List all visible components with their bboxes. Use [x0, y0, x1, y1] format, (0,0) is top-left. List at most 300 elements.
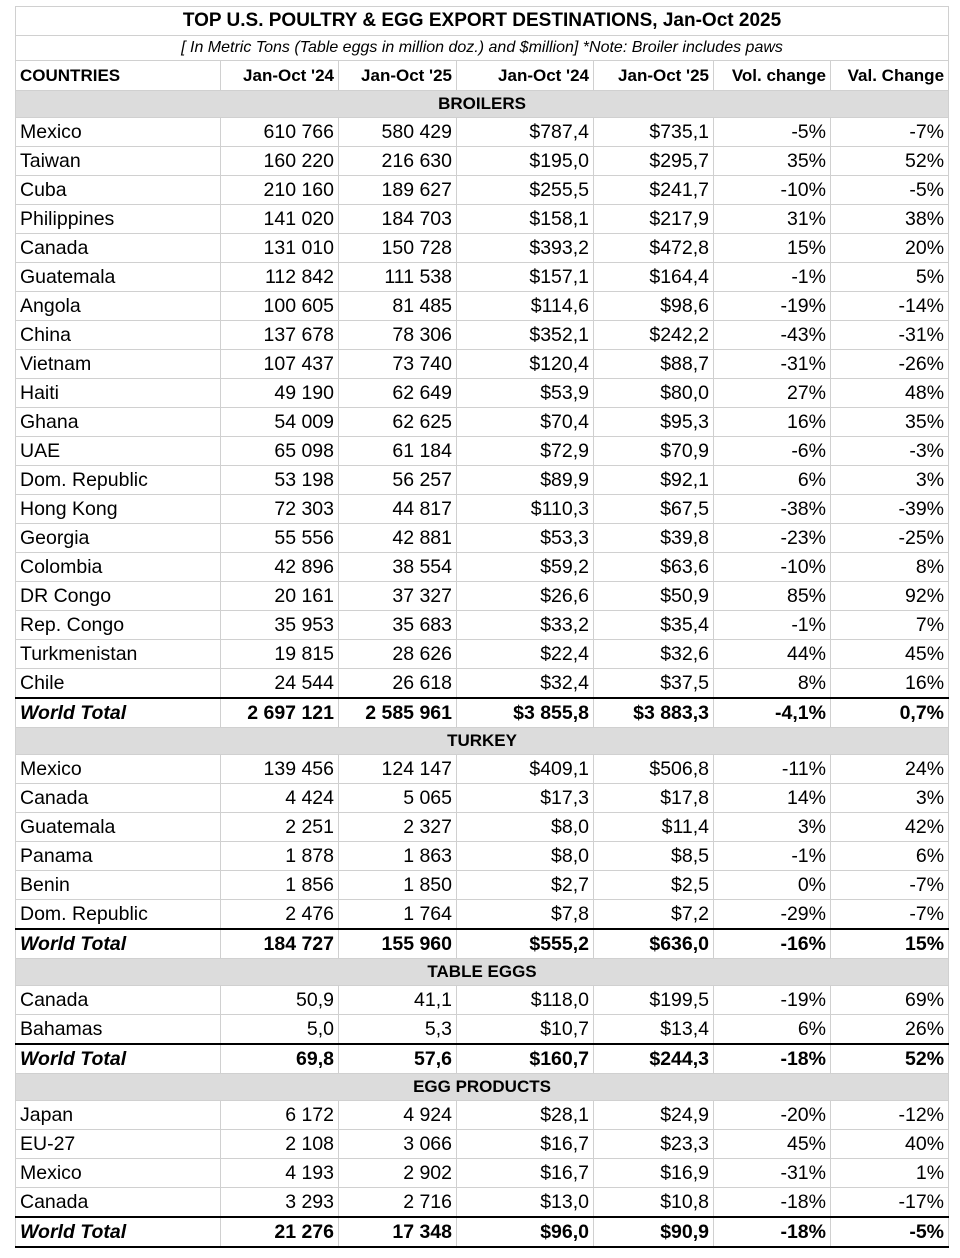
value-2025-cell: $7,2: [594, 900, 714, 930]
country-cell: Mexico: [16, 755, 221, 784]
table-title: TOP U.S. POULTRY & EGG EXPORT DESTINATIONS, Jan-Oct 2025: [16, 7, 949, 36]
val-change-cell: -14%: [831, 292, 949, 321]
column-header-value-2025: Jan-Oct '25: [594, 61, 714, 91]
table-row: [16, 986, 949, 1015]
vol-change-cell: 35%: [714, 147, 831, 176]
total-volume-2025-cell: 2 585 961: [339, 698, 457, 728]
volume-2025-cell: 44 817: [339, 495, 457, 524]
country-cell: Taiwan: [16, 147, 221, 176]
value-2025-cell: $63,6: [594, 553, 714, 582]
world-total-label: World Total: [16, 698, 221, 728]
val-change-cell: 26%: [831, 1015, 949, 1045]
volume-2025-cell: 1 764: [339, 900, 457, 930]
value-2024-cell: $393,2: [457, 234, 594, 263]
volume-2025-cell: 62 625: [339, 408, 457, 437]
vol-change-cell: -31%: [714, 350, 831, 379]
value-2024-cell: $352,1: [457, 321, 594, 350]
val-change-cell: 35%: [831, 408, 949, 437]
volume-2025-cell: 81 485: [339, 292, 457, 321]
country-cell: EU-27: [16, 1130, 221, 1159]
value-2024-cell: $118,0: [457, 986, 594, 1015]
val-change-cell: 40%: [831, 1130, 949, 1159]
vol-change-cell: 44%: [714, 640, 831, 669]
value-2025-cell: $88,7: [594, 350, 714, 379]
value-2025-cell: $295,7: [594, 147, 714, 176]
vol-change-cell: 0%: [714, 871, 831, 900]
val-change-cell: -3%: [831, 437, 949, 466]
val-change-cell: -39%: [831, 495, 949, 524]
val-change-cell: 5%: [831, 263, 949, 292]
table-row: [16, 1015, 949, 1045]
vol-change-cell: 6%: [714, 1015, 831, 1045]
country-cell: Mexico: [16, 1159, 221, 1188]
val-change-cell: 24%: [831, 755, 949, 784]
table-row: [16, 755, 949, 784]
vol-change-cell: 16%: [714, 408, 831, 437]
volume-2025-cell: 42 881: [339, 524, 457, 553]
volume-2025-cell: 2 327: [339, 813, 457, 842]
table-row: [16, 813, 949, 842]
volume-2024-cell: 72 303: [221, 495, 339, 524]
title-row: [16, 7, 949, 36]
country-cell: Bahamas: [16, 1015, 221, 1045]
volume-2024-cell: 19 815: [221, 640, 339, 669]
note-row: [16, 36, 949, 61]
total-volume-2024-cell: 21 276: [221, 1217, 339, 1247]
val-change-cell: -25%: [831, 524, 949, 553]
value-2025-cell: $242,2: [594, 321, 714, 350]
volume-2025-cell: 4 924: [339, 1101, 457, 1130]
value-2025-cell: $37,5: [594, 669, 714, 699]
table-row: [16, 495, 949, 524]
total-volume-2024-cell: 184 727: [221, 929, 339, 959]
val-change-cell: 52%: [831, 147, 949, 176]
volume-2025-cell: 37 327: [339, 582, 457, 611]
value-2025-cell: $217,9: [594, 205, 714, 234]
column-header-vol-change: Vol. change: [714, 61, 831, 91]
val-change-cell: 42%: [831, 813, 949, 842]
country-cell: Japan: [16, 1101, 221, 1130]
vol-change-cell: -6%: [714, 437, 831, 466]
val-change-cell: -7%: [831, 871, 949, 900]
export-table-sheet: [15, 6, 948, 1248]
total-value-2025-cell: $244,3: [594, 1044, 714, 1074]
total-vol-change-cell: -18%: [714, 1044, 831, 1074]
volume-2024-cell: 137 678: [221, 321, 339, 350]
value-2024-cell: $120,4: [457, 350, 594, 379]
country-cell: Cuba: [16, 176, 221, 205]
total-vol-change-cell: -18%: [714, 1217, 831, 1247]
value-2025-cell: $92,1: [594, 466, 714, 495]
country-cell: Hong Kong: [16, 495, 221, 524]
vol-change-cell: -1%: [714, 842, 831, 871]
world-total-row: [16, 1217, 949, 1247]
volume-2024-cell: 49 190: [221, 379, 339, 408]
volume-2024-cell: 2 108: [221, 1130, 339, 1159]
volume-2024-cell: 210 160: [221, 176, 339, 205]
val-change-cell: 20%: [831, 234, 949, 263]
country-cell: Ghana: [16, 408, 221, 437]
value-2024-cell: $787,4: [457, 118, 594, 147]
value-2025-cell: $10,8: [594, 1188, 714, 1218]
table-row: [16, 292, 949, 321]
vol-change-cell: -29%: [714, 900, 831, 930]
section-title: TURKEY: [16, 728, 949, 755]
total-value-2024-cell: $555,2: [457, 929, 594, 959]
value-2024-cell: $89,9: [457, 466, 594, 495]
table-row: [16, 321, 949, 350]
vol-change-cell: -1%: [714, 611, 831, 640]
total-val-change-cell: -5%: [831, 1217, 949, 1247]
value-2025-cell: $32,6: [594, 640, 714, 669]
val-change-cell: 92%: [831, 582, 949, 611]
value-2025-cell: $95,3: [594, 408, 714, 437]
volume-2025-cell: 5 065: [339, 784, 457, 813]
volume-2024-cell: 3 293: [221, 1188, 339, 1218]
value-2025-cell: $80,0: [594, 379, 714, 408]
vol-change-cell: -18%: [714, 1188, 831, 1218]
volume-2025-cell: 580 429: [339, 118, 457, 147]
world-total-row: [16, 1044, 949, 1074]
vol-change-cell: -10%: [714, 176, 831, 205]
table-row: [16, 1188, 949, 1218]
column-header-countries: COUNTRIES: [16, 61, 221, 91]
value-2025-cell: $70,9: [594, 437, 714, 466]
volume-2025-cell: 28 626: [339, 640, 457, 669]
world-total-label: World Total: [16, 929, 221, 959]
table-row: [16, 437, 949, 466]
value-2024-cell: $26,6: [457, 582, 594, 611]
country-cell: Guatemala: [16, 263, 221, 292]
vol-change-cell: -43%: [714, 321, 831, 350]
country-cell: Panama: [16, 842, 221, 871]
volume-2024-cell: 139 456: [221, 755, 339, 784]
world-total-row: [16, 929, 949, 959]
country-cell: Canada: [16, 234, 221, 263]
table-row: [16, 234, 949, 263]
val-change-cell: 6%: [831, 842, 949, 871]
total-volume-2024-cell: 69,8: [221, 1044, 339, 1074]
val-change-cell: 45%: [831, 640, 949, 669]
value-2025-cell: $35,4: [594, 611, 714, 640]
value-2024-cell: $110,3: [457, 495, 594, 524]
val-change-cell: -12%: [831, 1101, 949, 1130]
volume-2025-cell: 2 902: [339, 1159, 457, 1188]
val-change-cell: 1%: [831, 1159, 949, 1188]
val-change-cell: 3%: [831, 466, 949, 495]
country-cell: Dom. Republic: [16, 900, 221, 930]
volume-2024-cell: 24 544: [221, 669, 339, 699]
value-2024-cell: $157,1: [457, 263, 594, 292]
table-row: [16, 350, 949, 379]
val-change-cell: 8%: [831, 553, 949, 582]
header-row: [16, 61, 949, 91]
country-cell: Benin: [16, 871, 221, 900]
volume-2024-cell: 50,9: [221, 986, 339, 1015]
value-2024-cell: $53,3: [457, 524, 594, 553]
volume-2025-cell: 56 257: [339, 466, 457, 495]
vol-change-cell: 6%: [714, 466, 831, 495]
country-cell: Vietnam: [16, 350, 221, 379]
value-2024-cell: $255,5: [457, 176, 594, 205]
value-2025-cell: $17,8: [594, 784, 714, 813]
table-row: [16, 582, 949, 611]
value-2025-cell: $164,4: [594, 263, 714, 292]
value-2025-cell: $2,5: [594, 871, 714, 900]
value-2025-cell: $16,9: [594, 1159, 714, 1188]
volume-2024-cell: 107 437: [221, 350, 339, 379]
country-cell: Georgia: [16, 524, 221, 553]
country-cell: Colombia: [16, 553, 221, 582]
country-cell: Chile: [16, 669, 221, 699]
value-2024-cell: $8,0: [457, 842, 594, 871]
volume-2025-cell: 189 627: [339, 176, 457, 205]
column-header-volume-2025: Jan-Oct '25: [339, 61, 457, 91]
volume-2025-cell: 78 306: [339, 321, 457, 350]
volume-2024-cell: 42 896: [221, 553, 339, 582]
volume-2025-cell: 184 703: [339, 205, 457, 234]
table-row: [16, 871, 949, 900]
val-change-cell: 69%: [831, 986, 949, 1015]
volume-2024-cell: 20 161: [221, 582, 339, 611]
value-2024-cell: $158,1: [457, 205, 594, 234]
volume-2025-cell: 73 740: [339, 350, 457, 379]
country-cell: China: [16, 321, 221, 350]
vol-change-cell: -23%: [714, 524, 831, 553]
section-header-row: [16, 1074, 949, 1101]
total-vol-change-cell: -4,1%: [714, 698, 831, 728]
volume-2025-cell: 150 728: [339, 234, 457, 263]
volume-2024-cell: 5,0: [221, 1015, 339, 1045]
table-row: [16, 408, 949, 437]
country-cell: Canada: [16, 1188, 221, 1218]
volume-2024-cell: 53 198: [221, 466, 339, 495]
value-2024-cell: $70,4: [457, 408, 594, 437]
value-2025-cell: $39,8: [594, 524, 714, 553]
value-2024-cell: $22,4: [457, 640, 594, 669]
total-volume-2025-cell: 155 960: [339, 929, 457, 959]
country-cell: DR Congo: [16, 582, 221, 611]
table-note: [ In Metric Tons (Table eggs in million doz.) and $million] *Note: Broiler includes paws: [16, 36, 949, 61]
value-2024-cell: $53,9: [457, 379, 594, 408]
vol-change-cell: 8%: [714, 669, 831, 699]
table-row: [16, 1159, 949, 1188]
table-row: [16, 379, 949, 408]
section-title: EGG PRODUCTS: [16, 1074, 949, 1101]
value-2025-cell: $98,6: [594, 292, 714, 321]
value-2025-cell: $8,5: [594, 842, 714, 871]
volume-2024-cell: 65 098: [221, 437, 339, 466]
volume-2024-cell: 112 842: [221, 263, 339, 292]
table-row: [16, 118, 949, 147]
total-value-2024-cell: $160,7: [457, 1044, 594, 1074]
value-2024-cell: $195,0: [457, 147, 594, 176]
total-vol-change-cell: -16%: [714, 929, 831, 959]
total-value-2025-cell: $90,9: [594, 1217, 714, 1247]
value-2025-cell: $472,8: [594, 234, 714, 263]
vol-change-cell: -10%: [714, 553, 831, 582]
country-cell: Canada: [16, 784, 221, 813]
volume-2025-cell: 61 184: [339, 437, 457, 466]
vol-change-cell: -31%: [714, 1159, 831, 1188]
value-2024-cell: $32,4: [457, 669, 594, 699]
vol-change-cell: -20%: [714, 1101, 831, 1130]
country-cell: Philippines: [16, 205, 221, 234]
val-change-cell: -7%: [831, 118, 949, 147]
country-cell: Guatemala: [16, 813, 221, 842]
value-2024-cell: $33,2: [457, 611, 594, 640]
section-header-row: [16, 959, 949, 986]
volume-2024-cell: 141 020: [221, 205, 339, 234]
volume-2024-cell: 160 220: [221, 147, 339, 176]
val-change-cell: -7%: [831, 900, 949, 930]
vol-change-cell: 27%: [714, 379, 831, 408]
value-2025-cell: $13,4: [594, 1015, 714, 1045]
table-row: [16, 176, 949, 205]
value-2024-cell: $17,3: [457, 784, 594, 813]
val-change-cell: -31%: [831, 321, 949, 350]
country-cell: Rep. Congo: [16, 611, 221, 640]
table-row: [16, 1130, 949, 1159]
export-table: [15, 6, 949, 1248]
country-cell: Dom. Republic: [16, 466, 221, 495]
volume-2025-cell: 26 618: [339, 669, 457, 699]
value-2024-cell: $10,7: [457, 1015, 594, 1045]
volume-2024-cell: 1 856: [221, 871, 339, 900]
val-change-cell: -26%: [831, 350, 949, 379]
volume-2024-cell: 4 424: [221, 784, 339, 813]
table-row: [16, 466, 949, 495]
country-cell: Haiti: [16, 379, 221, 408]
value-2024-cell: $72,9: [457, 437, 594, 466]
total-volume-2024-cell: 2 697 121: [221, 698, 339, 728]
value-2025-cell: $50,9: [594, 582, 714, 611]
column-header-volume-2024: Jan-Oct '24: [221, 61, 339, 91]
volume-2024-cell: 131 010: [221, 234, 339, 263]
value-2024-cell: $28,1: [457, 1101, 594, 1130]
table-row: [16, 263, 949, 292]
volume-2025-cell: 1 850: [339, 871, 457, 900]
table-row: [16, 784, 949, 813]
section-header-row: [16, 91, 949, 118]
value-2025-cell: $199,5: [594, 986, 714, 1015]
vol-change-cell: -11%: [714, 755, 831, 784]
volume-2024-cell: 6 172: [221, 1101, 339, 1130]
vol-change-cell: 31%: [714, 205, 831, 234]
value-2024-cell: $16,7: [457, 1159, 594, 1188]
export-table-body: [16, 7, 949, 1248]
value-2025-cell: $241,7: [594, 176, 714, 205]
section-header-row: [16, 728, 949, 755]
value-2024-cell: $114,6: [457, 292, 594, 321]
table-row: [16, 1101, 949, 1130]
total-value-2024-cell: $3 855,8: [457, 698, 594, 728]
value-2024-cell: $59,2: [457, 553, 594, 582]
total-val-change-cell: 15%: [831, 929, 949, 959]
table-row: [16, 842, 949, 871]
vol-change-cell: -19%: [714, 292, 831, 321]
volume-2025-cell: 3 066: [339, 1130, 457, 1159]
volume-2025-cell: 35 683: [339, 611, 457, 640]
vol-change-cell: 15%: [714, 234, 831, 263]
country-cell: Canada: [16, 986, 221, 1015]
column-header-val-change: Val. Change: [831, 61, 949, 91]
value-2025-cell: $67,5: [594, 495, 714, 524]
vol-change-cell: 14%: [714, 784, 831, 813]
table-row: [16, 640, 949, 669]
country-cell: Turkmenistan: [16, 640, 221, 669]
value-2025-cell: $735,1: [594, 118, 714, 147]
section-title: BROILERS: [16, 91, 949, 118]
val-change-cell: 3%: [831, 784, 949, 813]
volume-2025-cell: 2 716: [339, 1188, 457, 1218]
value-2024-cell: $2,7: [457, 871, 594, 900]
value-2025-cell: $24,9: [594, 1101, 714, 1130]
volume-2025-cell: 41,1: [339, 986, 457, 1015]
country-cell: Mexico: [16, 118, 221, 147]
vol-change-cell: -38%: [714, 495, 831, 524]
volume-2024-cell: 54 009: [221, 408, 339, 437]
country-cell: Angola: [16, 292, 221, 321]
table-row: [16, 669, 949, 699]
country-cell: UAE: [16, 437, 221, 466]
section-title: TABLE EGGS: [16, 959, 949, 986]
vol-change-cell: -5%: [714, 118, 831, 147]
volume-2025-cell: 216 630: [339, 147, 457, 176]
volume-2024-cell: 4 193: [221, 1159, 339, 1188]
val-change-cell: 48%: [831, 379, 949, 408]
val-change-cell: 7%: [831, 611, 949, 640]
total-value-2025-cell: $3 883,3: [594, 698, 714, 728]
vol-change-cell: 45%: [714, 1130, 831, 1159]
value-2024-cell: $8,0: [457, 813, 594, 842]
table-row: [16, 147, 949, 176]
volume-2024-cell: 35 953: [221, 611, 339, 640]
table-row: [16, 553, 949, 582]
table-row: [16, 524, 949, 553]
volume-2024-cell: 610 766: [221, 118, 339, 147]
table-row: [16, 900, 949, 930]
volume-2025-cell: 62 649: [339, 379, 457, 408]
value-2025-cell: $506,8: [594, 755, 714, 784]
total-volume-2025-cell: 57,6: [339, 1044, 457, 1074]
volume-2025-cell: 1 863: [339, 842, 457, 871]
total-value-2025-cell: $636,0: [594, 929, 714, 959]
volume-2025-cell: 5,3: [339, 1015, 457, 1045]
value-2025-cell: $11,4: [594, 813, 714, 842]
total-volume-2025-cell: 17 348: [339, 1217, 457, 1247]
vol-change-cell: -1%: [714, 263, 831, 292]
volume-2024-cell: 100 605: [221, 292, 339, 321]
vol-change-cell: 85%: [714, 582, 831, 611]
volume-2025-cell: 111 538: [339, 263, 457, 292]
value-2024-cell: $13,0: [457, 1188, 594, 1218]
vol-change-cell: 3%: [714, 813, 831, 842]
total-val-change-cell: 0,7%: [831, 698, 949, 728]
table-row: [16, 205, 949, 234]
volume-2024-cell: 1 878: [221, 842, 339, 871]
val-change-cell: -17%: [831, 1188, 949, 1218]
volume-2024-cell: 55 556: [221, 524, 339, 553]
val-change-cell: 38%: [831, 205, 949, 234]
total-value-2024-cell: $96,0: [457, 1217, 594, 1247]
val-change-cell: -5%: [831, 176, 949, 205]
volume-2025-cell: 124 147: [339, 755, 457, 784]
world-total-label: World Total: [16, 1044, 221, 1074]
world-total-label: World Total: [16, 1217, 221, 1247]
value-2024-cell: $16,7: [457, 1130, 594, 1159]
column-header-value-2024: Jan-Oct '24: [457, 61, 594, 91]
